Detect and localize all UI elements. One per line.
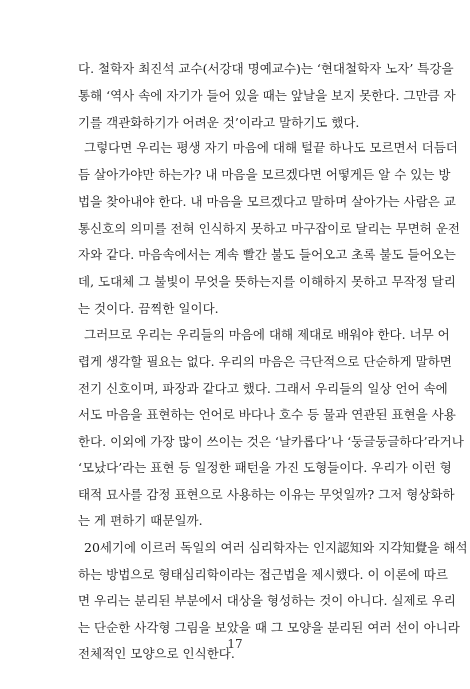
body-text-line: 듬 살아가야만 하는가? 내 마음을 모르겠다면 어떻게든 알 수 있는 방 [78,167,451,182]
body-text-line: 자와 같다. 마음속에서는 계속 빨간 불도 들어오고 초록 불도 들어오는 [78,247,456,262]
body-text-line: 는 단순한 사각형 그림을 보았을 때 그 모양을 분리된 여러 선이 아니라 [78,620,460,635]
body-text-line: 태적 묘사를 감정 표현으로 사용하는 이유는 무엇일까? 그저 형상화하 [78,487,455,502]
body-text-line: 서도 마음을 표현하는 언어로 바다나 호수 등 물과 연관된 표현을 사용 [78,407,456,422]
body-text-line: 법을 찾아내야 한다. 내 마음을 모르겠다고 말하며 살아가는 사람은 교 [78,194,456,209]
body-text-line: 통신호의 의미를 전혀 인식하지 못하고 마구잡이로 달리는 무면허 운전 [78,221,460,236]
page-number: 17 [227,637,243,651]
body-text-line: 20세기에 이르러 독일의 여러 심리학자는 인지認知와 지각知覺을 해석 [84,540,468,555]
body-text-line: 렵게 생각할 필요는 없다. 우리의 마음은 극단적으로 단순하게 말하면 [78,354,452,369]
body-text-line: 기를 객관화하기가 어려운 것’이라고 말하기도 했다. [78,115,360,130]
body-text-line: 한다. 이외에 가장 많이 쓰이는 것은 ‘날카롭다’나 ‘둥글둥글하다’라거나 [78,434,464,449]
body-text-line: 면 우리는 분리된 부분에서 대상을 형성하는 것이 아니다. 실제로 우리 [78,593,456,608]
body-text-line: 전체적인 모양으로 인식한다. [78,646,235,661]
body-text-line: 그렇다면 우리는 평생 자기 마음에 대해 털끝 하나도 모르면서 더듬더 [84,140,458,155]
body-text-line: 는 게 편하기 때문일까. [78,513,203,528]
body-text-line: ‘모났다’라는 표현 등 일정한 패턴을 가진 도형들이다. 우리가 이런 형 [78,460,452,475]
body-text-line: 전기 신호이며, 파장과 같다고 했다. 그래서 우리들의 일상 언어 속에 [78,381,448,396]
body-text-line: 데, 도대체 그 불빛이 무엇을 뜻하는지를 이해하지 못하고 무작정 달리 [78,274,456,289]
body-text-line: 는 것이다. 끔찍한 일이다. [78,301,219,316]
body-text-line: 그러므로 우리는 우리들의 마음에 대해 제대로 배워야 한다. 너무 어 [84,327,450,342]
body-text-line: 통해 ‘역사 속에 자기가 들어 있을 때는 앞날을 보지 못한다. 그만큼 자 [78,88,456,103]
body-text-line: 다. 철학자 최진석 교수(서강대 명예교수)는 ‘현대철학자 노자’ 특강을 [78,61,454,76]
body-text-line: 하는 방법으로 형태심리학이라는 접근법을 제시했다. 이 이론에 따르 [78,567,448,582]
